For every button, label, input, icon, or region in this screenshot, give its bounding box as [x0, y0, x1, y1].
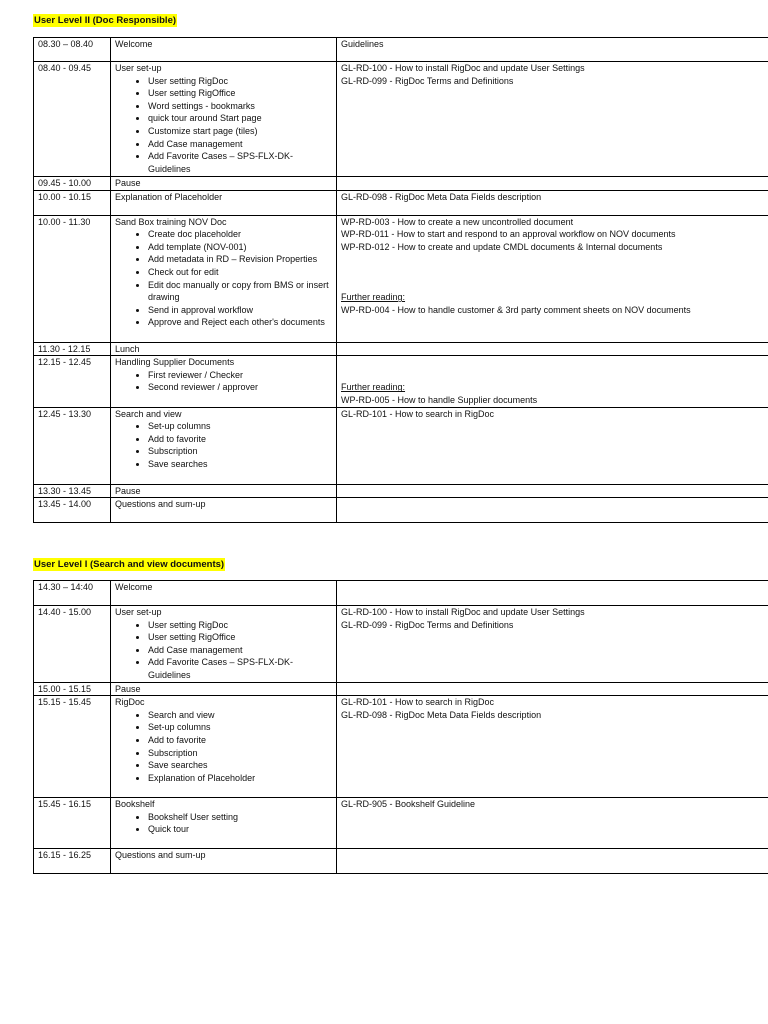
- activity-cell: [111, 498, 337, 523]
- activity-bullet: • Bookshelf User setting: [148, 811, 332, 824]
- schedule-table-user-level-1: [33, 580, 768, 874]
- schedule-row: [34, 606, 768, 683]
- guideline-cell: [337, 407, 768, 484]
- activity-cell: [111, 62, 337, 177]
- activity-title: Pause: [115, 485, 141, 496]
- time-slot: 11.30 - 12.15: [38, 343, 91, 354]
- time-slot: 12.45 - 13.30: [38, 408, 92, 419]
- schedule-row: [34, 849, 768, 874]
- activity-bullet: • Set-up columns: [148, 420, 332, 433]
- activity-title: RigDoc: [115, 697, 145, 708]
- time-cell: [34, 849, 111, 874]
- guideline-reference: Guidelines: [341, 39, 384, 49]
- time-slot: 09.45 - 10.00: [38, 178, 92, 188]
- activity-bullet: • Search and view: [148, 709, 332, 722]
- activity-bullet: • Save searches: [148, 759, 332, 772]
- time-cell: [34, 38, 111, 62]
- activity-title: User set-up: [115, 607, 162, 617]
- activity-bullet: • Subscription: [148, 747, 332, 760]
- time-slot: 13.45 - 14.00: [38, 499, 92, 510]
- activity-bullet: • Add metadata in RD – Revision Properties: [148, 253, 332, 266]
- guideline-cell: [337, 581, 768, 606]
- time-cell: [34, 498, 111, 523]
- schedule-row: [34, 484, 768, 498]
- activity-title: Pause: [115, 178, 141, 188]
- activity-bullet: • Subscription: [148, 445, 332, 458]
- activity-bullet: • Quick tour: [148, 823, 332, 836]
- further-reading-reference: WP-RD-005 - How to handle Supplier documents: [341, 394, 538, 405]
- activity-bullet-list: [115, 420, 332, 470]
- activity-title: Pause: [115, 683, 141, 694]
- schedule-table-user-level-2: [33, 37, 768, 523]
- activity-bullet: • Customize start page (tiles): [148, 125, 332, 138]
- schedule-row: [34, 356, 768, 407]
- time-slot: 16.15 - 16.25: [38, 850, 92, 861]
- schedule-row: [34, 407, 768, 484]
- activity-cell: [111, 696, 337, 798]
- guideline-reference: GL-RD-100 - How to install RigDoc and update User Settings: [341, 63, 585, 73]
- guideline-reference: GL-RD-100 - How to install RigDoc and update User Settings: [341, 607, 585, 617]
- guideline-reference: WP-RD-011 - How to start and respond to an approval workflow on NOV documents: [341, 229, 676, 240]
- activity-cell: [111, 606, 337, 683]
- time-cell: [34, 484, 111, 498]
- time-cell: [34, 177, 111, 191]
- further-reading-reference: WP-RD-004 - How to handle customer & 3rd party comment sheets on NOV documents: [341, 304, 691, 315]
- time-cell: [34, 215, 111, 342]
- activity-title: Questions and sum-up: [115, 850, 206, 861]
- guideline-cell: [337, 38, 768, 62]
- activity-cell: [111, 177, 337, 191]
- guideline-reference: GL-RD-099 - RigDoc Terms and Definitions: [341, 75, 514, 86]
- time-slot: 08.40 - 09.45: [38, 63, 92, 73]
- guideline-cell: [337, 682, 768, 696]
- time-slot: 14.40 - 15.00: [38, 607, 92, 617]
- time-slot: 10.00 - 10.15: [38, 191, 92, 202]
- guideline-reference: GL-RD-101 - How to search in RigDoc: [341, 408, 495, 419]
- guideline-cell: [337, 484, 768, 498]
- activity-bullet: • Word settings - bookmarks: [148, 100, 332, 113]
- time-slot: 15.00 - 15.15: [38, 683, 92, 694]
- activity-title: Questions and sum-up: [115, 499, 206, 510]
- activity-bullet: • Send in approval workflow: [148, 304, 332, 317]
- activity-bullet: • First reviewer / Checker: [148, 369, 332, 382]
- guideline-cell: [337, 62, 768, 177]
- activity-bullet: • User setting RigOffice: [148, 631, 332, 644]
- section-heading-user-level-2: User Level II (Doc Responsible): [34, 15, 177, 26]
- guideline-cell: [337, 498, 768, 523]
- guideline-reference: GL-RD-905 - Bookshelf Guideline: [341, 799, 476, 810]
- time-cell: [34, 606, 111, 683]
- further-reading-label: Further reading:: [341, 382, 406, 393]
- activity-bullet: • Add Case management: [148, 138, 332, 151]
- time-slot: 15.45 - 16.15: [38, 799, 92, 810]
- time-cell: [34, 407, 111, 484]
- activity-bullet-list: [115, 75, 332, 176]
- activity-bullet: • Approve and Reject each other's documents: [148, 316, 332, 329]
- time-cell: [34, 62, 111, 177]
- time-slot: 12.15 - 12.45: [38, 357, 92, 368]
- time-cell: [34, 342, 111, 356]
- activity-bullet-list: [115, 369, 332, 394]
- guideline-reference: GL-RD-101 - How to search in RigDoc: [341, 697, 495, 708]
- guideline-cell: [337, 215, 768, 342]
- time-slot: 10.00 - 11.30: [38, 216, 91, 227]
- guideline-cell: [337, 190, 768, 215]
- activity-cell: [111, 682, 337, 696]
- activity-bullet: • Add Favorite Cases – SPS-FLX-DK-Guidelines: [148, 150, 332, 175]
- activity-cell: [111, 798, 337, 849]
- activity-title: Lunch: [115, 343, 140, 354]
- activity-cell: [111, 342, 337, 356]
- activity-bullet: • Second reviewer / approver: [148, 381, 332, 394]
- guideline-cell: [337, 696, 768, 798]
- activity-bullet: • Check out for edit: [148, 266, 332, 279]
- activity-bullet: • Explanation of Placeholder: [148, 772, 332, 785]
- activity-bullet: • Save searches: [148, 458, 332, 471]
- activity-title: Sand Box training NOV Doc: [115, 216, 227, 227]
- schedule-row: [34, 190, 768, 215]
- activity-bullet-list: [115, 811, 332, 836]
- activity-cell: [111, 356, 337, 407]
- activity-bullet: • Add Favorite Cases – SPS-FLX-DK-Guidelines: [148, 656, 332, 681]
- time-cell: [34, 581, 111, 606]
- activity-title: Handling Supplier Documents: [115, 357, 235, 368]
- schedule-row: [34, 798, 768, 849]
- guideline-cell: [337, 356, 768, 407]
- guideline-reference: GL-RD-099 - RigDoc Terms and Definitions: [341, 619, 514, 630]
- activity-bullet: • Set-up columns: [148, 721, 332, 734]
- activity-title: Explanation of Placeholder: [115, 191, 223, 202]
- activity-cell: [111, 38, 337, 62]
- activity-title: Welcome: [115, 582, 153, 592]
- schedule-row: [34, 682, 768, 696]
- guideline-reference: GL-RD-098 - RigDoc Meta Data Fields description: [341, 709, 542, 720]
- time-slot: 15.15 - 15.45: [38, 697, 92, 708]
- guideline-cell: [337, 798, 768, 849]
- activity-title: User set-up: [115, 63, 162, 73]
- activity-cell: [111, 484, 337, 498]
- schedule-row: [34, 177, 768, 191]
- time-cell: [34, 798, 111, 849]
- activity-cell: [111, 215, 337, 342]
- activity-bullet-list: [115, 619, 332, 682]
- guideline-reference: WP-RD-012 - How to create and update CMDL documents & Internal documents: [341, 241, 663, 252]
- activity-bullet: • Add to favorite: [148, 433, 332, 446]
- schedule-row: [34, 38, 768, 62]
- time-slot: 14.30 – 14:40: [38, 582, 94, 592]
- activity-bullet-list: [115, 228, 332, 329]
- schedule-row: [34, 342, 768, 356]
- activity-bullet: • Add to favorite: [148, 734, 332, 747]
- schedule-row: [34, 215, 768, 342]
- guideline-cell: [337, 177, 768, 191]
- schedule-row: [34, 696, 768, 798]
- activity-bullet: • User setting RigDoc: [148, 619, 332, 632]
- time-cell: [34, 190, 111, 215]
- guideline-cell: [337, 849, 768, 874]
- activity-cell: [111, 581, 337, 606]
- activity-bullet: • Add template (NOV-001): [148, 241, 332, 254]
- activity-bullet: • quick tour around Start page: [148, 112, 332, 125]
- activity-title: Welcome: [115, 39, 153, 49]
- section-heading-user-level-1: User Level I (Search and view documents): [34, 559, 225, 570]
- activity-bullet: • Create doc placeholder: [148, 228, 332, 241]
- time-cell: [34, 682, 111, 696]
- activity-bullet: • Edit doc manually or copy from BMS or insert drawing: [148, 279, 332, 304]
- time-slot: 13.30 - 13.45: [38, 485, 92, 496]
- time-cell: [34, 356, 111, 407]
- schedule-row: [34, 62, 768, 177]
- activity-cell: [111, 407, 337, 484]
- further-reading-label: Further reading:: [341, 292, 406, 303]
- time-cell: [34, 696, 111, 798]
- guideline-cell: [337, 606, 768, 683]
- activity-title: Bookshelf: [115, 799, 155, 810]
- activity-bullet: • Add Case management: [148, 644, 332, 657]
- activity-title: Search and view: [115, 408, 182, 419]
- activity-cell: [111, 849, 337, 874]
- activity-cell: [111, 190, 337, 215]
- activity-bullet-list: [115, 709, 332, 785]
- schedule-row: [34, 498, 768, 523]
- guideline-reference: WP-RD-003 - How to create a new uncontrolled document: [341, 216, 574, 227]
- guideline-reference: GL-RD-098 - RigDoc Meta Data Fields description: [341, 191, 542, 202]
- activity-bullet: • User setting RigOffice: [148, 87, 332, 100]
- activity-bullet: • User setting RigDoc: [148, 75, 332, 88]
- guideline-cell: [337, 342, 768, 356]
- time-slot: 08.30 – 08.40: [38, 39, 94, 49]
- schedule-row: [34, 581, 768, 606]
